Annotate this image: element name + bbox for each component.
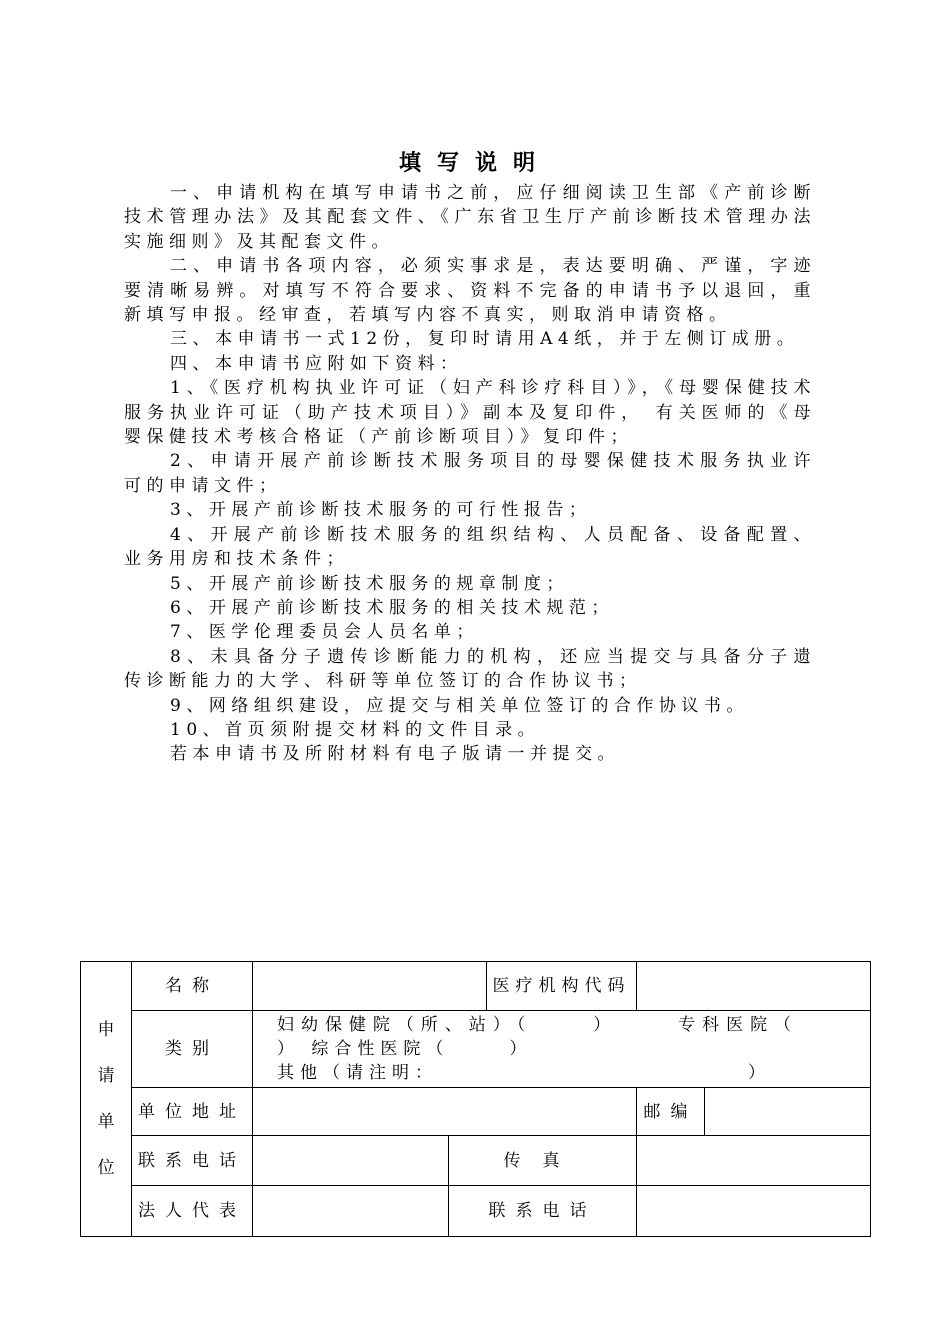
type-label: 类别 (132, 1011, 253, 1088)
instruction-paragraph: 二、申请书各项内容，必须实事求是，表达要明确、严谨，字迹要清晰易辨。对填写不符合要求、资料不完备的申请书予以退回，重新填写申报。经审查，若填写内容不真实，则取消申请资格。 (124, 256, 816, 326)
attachment-item: 5、开展产前诊断技术服务的规章制度； (170, 573, 569, 594)
attachment-item: 6、开展产前诊断技术服务的相关技术规范； (170, 597, 614, 618)
attachment-item: 2、申请开展产前诊断技术服务项目的母婴保健技术服务执业许可的申请文件； (124, 451, 816, 496)
applicant-form-table (80, 961, 871, 1237)
instructions-body (124, 181, 816, 767)
phone-label: 联系电话 (132, 1136, 253, 1186)
attachment-item: 4、开展产前诊断技术服务的组织结构、人员配备、设备配置、业务用房和技术条件； (124, 524, 816, 570)
attachment-item: 1、《医疗机构执业许可证（妇产科诊疗科目）》，《母婴保健技术服务执业许可证（助产技术项目）》副本及复印件， 有关医师的《母婴保健技术考核合格证（产前诊断项目）》复印件； (124, 378, 816, 448)
contact-phone-field[interactable] (637, 1186, 871, 1237)
address-field[interactable] (253, 1088, 637, 1136)
org-code-field[interactable] (637, 962, 871, 1011)
legal-rep-label: 法人代表 (132, 1186, 253, 1237)
instruction-paragraph: 四、本申请书应附如下资料： (170, 353, 463, 374)
attachment-item: 8、未具备分子遗传诊断能力的机构，还应当提交与具备分子遗传诊断能力的大学、科研等单位签订的合作协议书； (124, 646, 816, 692)
instruction-paragraph: 三、本申请书一式12份，复印时请用A4纸，并于左侧订成册。 (170, 329, 800, 350)
name-field[interactable] (253, 962, 487, 1011)
instruction-paragraph: 若本申请书及所附材料有电子版请一并提交。 (170, 744, 620, 765)
fax-label: 传真 (449, 1136, 637, 1186)
name-label: 名称 (132, 962, 253, 1011)
legal-rep-field[interactable] (253, 1186, 449, 1237)
postcode-field[interactable] (705, 1088, 871, 1136)
attachment-item: 9、网络组织建设，应提交与相关单位签订的合作协议书。 (170, 695, 749, 716)
attachment-item: 10、首页须附提交材料的文件目录。 (170, 719, 541, 740)
page-title: 填写说明 (398, 150, 551, 176)
attachment-item: 7、医学伦理委员会人员名单； (170, 622, 479, 643)
contact-phone-label: 联系电话 (449, 1186, 637, 1237)
attachment-item: 3、开展产前诊断技术服务的可行性报告； (170, 500, 592, 521)
address-label: 单位地址 (132, 1088, 253, 1136)
instruction-paragraph: 一、申请机构在填写申请书之前，应仔细阅读卫生部《产前诊断技术管理办法》及其配套文件、《广东省卫生厅产前诊断技术管理办法实施细则》及其配套文件。 (124, 183, 816, 252)
postcode-label: 邮编 (637, 1088, 705, 1136)
phone-field[interactable] (253, 1136, 449, 1186)
type-options[interactable]: 妇幼保健院（所、站）（ ） 专科医院（） 综合性医院（ ） 其他（请注明： ） (253, 1011, 871, 1088)
fax-field[interactable] (637, 1136, 871, 1186)
applicant-side-label: 申 请 单 位 (81, 962, 132, 1237)
org-code-label: 医疗机构代码 (487, 962, 637, 1011)
